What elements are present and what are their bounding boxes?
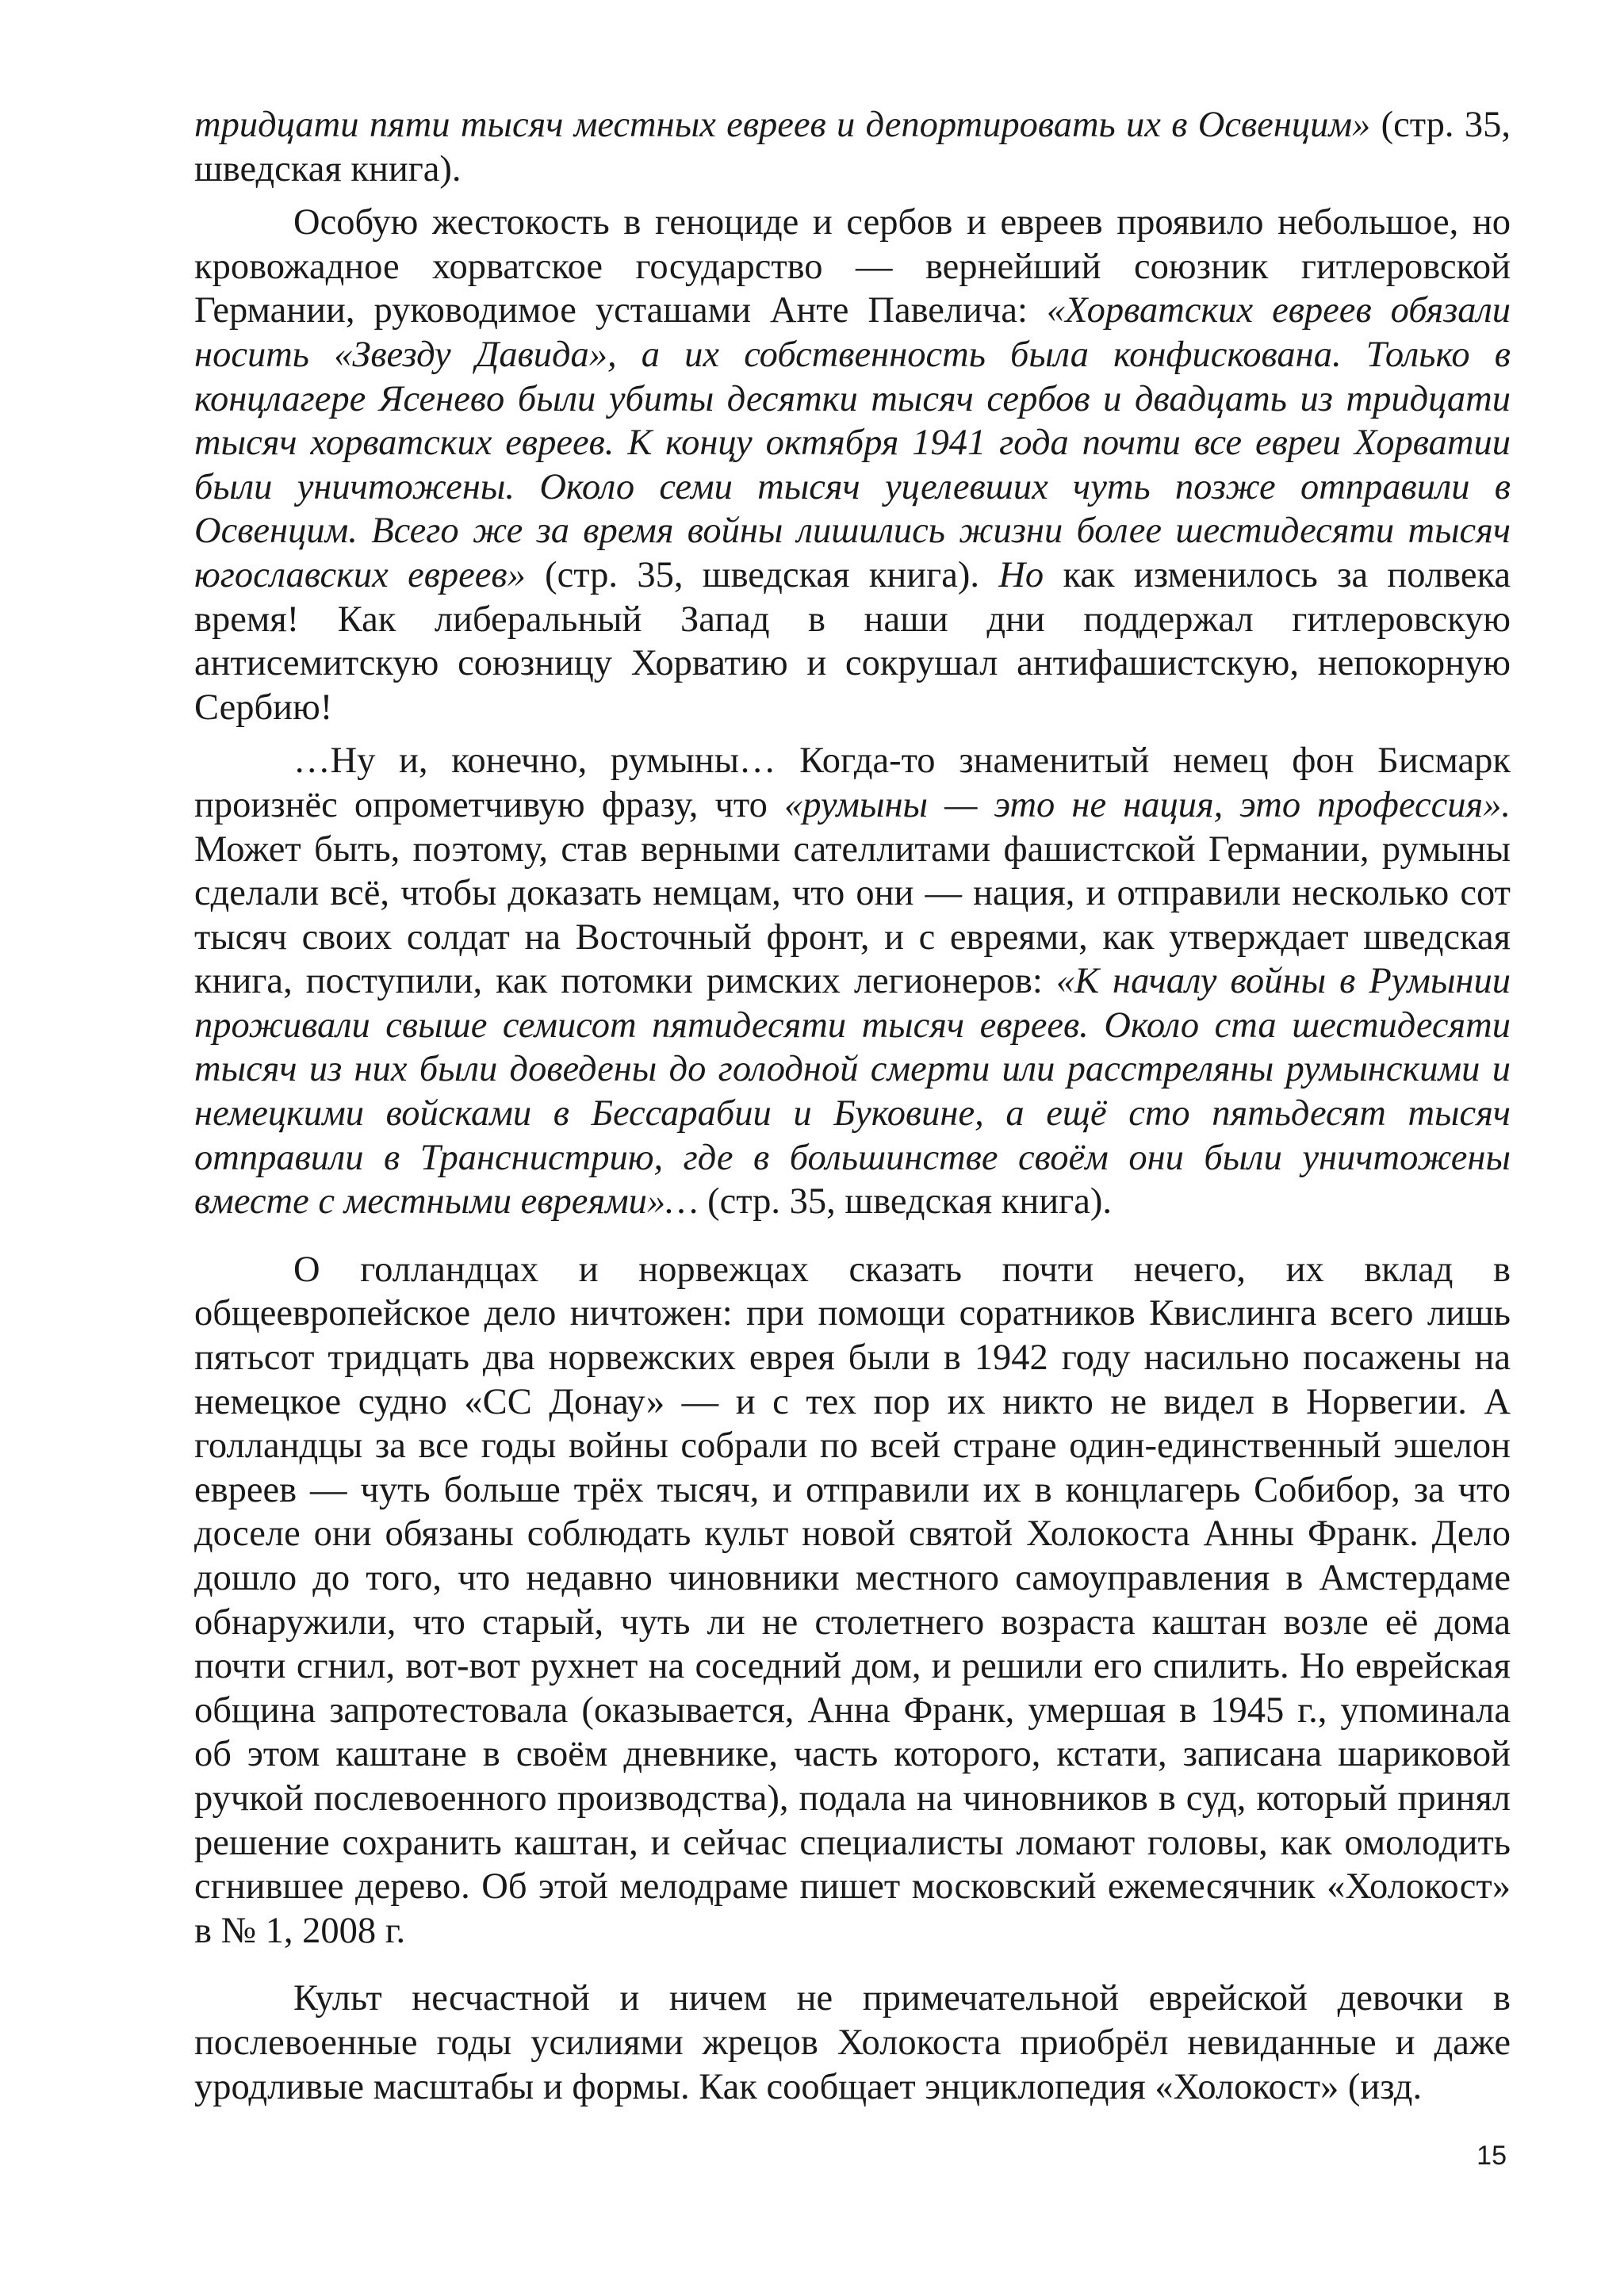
paragraph-4 [194, 1248, 1511, 1954]
paragraph-5 [194, 1976, 1511, 2109]
body-text: …Ну и, конечно, румыны… Когда-то знаменитый немец фон Бисмарк произнёс опрометчивую фразу, что [194, 740, 1511, 825]
body-text: (стр. 35, шведская книга). [698, 1181, 1112, 1223]
body-text: Может быть, поэтому, став верными сателлитами фашистской Германии, румыны сделали всё, чтобы доказать немцам, что они — нация, и отправили несколько сот тысяч своих солдат на Восточный фронт, и с евреями, как утверждает шведская книга, поступили, как потомки римских легионеров: [194, 828, 1511, 1002]
body-text: (стр. 35, шведская книга). [194, 105, 1511, 189]
body-text: Особую жестокость в геноциде и сербов и евреев проявило небольшое, но кровожадное хорватское государство — вернейший союзник гитлеровской Германии, руководимое усташами Анте Павелича: [194, 202, 1511, 331]
paragraph-2 [194, 201, 1511, 729]
paragraph-3 [194, 739, 1511, 1224]
paragraph-1 [194, 103, 1511, 191]
emphasis-text: Но [998, 554, 1044, 595]
quote-text: «К началу войны в Румынии проживали свыше семисот пятидесяти тысяч евреев. Около ста шестидесяти тысяч из них были доведены до голодной смерти или расстреляны румынскими и немецкими войсками в Бессарабии и Буковине, а ещё сто пятьдесят тысяч отправили в Транснистрию, где в большинстве своём они были уничтожены вместе с местными евреями»… [194, 961, 1511, 1223]
body-text: О голландцах и норвежцах сказать почти нечего, их вклад в общеевропейское дело ничтожен: при помощи соратников Квислинга всего лишь пятьсот тридцать два норвежских еврея были в 1942 году насильно посажены на немецкое судно «СС Донау» — и с тех пор их никто не видел в Норвегии. А голландцы за все годы войны собрали по всей стране один-единственный эшелон евреев — чуть больше трёх тысяч, и отправили их в концлагерь Собибор, за что доселе они обязаны соблюдать культ новой святой Холокоста Анны Франк. Дело дошло до того, что недавно чиновники местного самоуправления в Амстердаме обнаружили, что старый, чуть ли не столетнего возраста каштан возле её дома почти сгнил, вот-вот рухнет на соседний дом, и решили его спилить. Но еврейская община запротестовала (оказывается, Анна Франк, умершая в 1945 г., упоминала об этом каштане в своём дневнике, часть которого, кстати, записана шариковой ручкой послевоенного производства), подала на чиновников в суд, который принял решение сохранить каштан, и сейчас специалисты ломают головы, как омолодить сгнившее дерево. Об этой мелодраме пишет московский ежемесячник «Холокост» в № 1, 2008 г. [194, 1249, 1511, 1951]
quote-text: тридцати пяти тысяч местных евреев и депортировать их в Освенцим» [194, 105, 1371, 145]
quote-text: «Хорватских евреев обязали носить «Звезду Давида», а их собственность была конфискована. Только в концлагере Ясеневo были убиты десятки тысяч сербов и двадцать из тридцати тысяч хорватских евреев. К концу октября 1941 года почти все евреи Хорватии были уничтожены. Около семи тысяч уцелевших чуть позже отправили в Освенцим. Всего же за время войны лишились жизни более шестидесяти тысяч югославских евреев» [194, 290, 1511, 595]
body-text: Культ несчастной и ничем не примечательной еврейской девочки в послевоенные годы усилиями жрецов Холокоста приобрёл невиданные и даже уродливые масштабы и формы. Как сообщает энциклопедия «Холокост» (изд. [194, 1978, 1511, 2107]
body-text: как изменилось за полвека время! Как либеральный Запад в наши дни поддержал гитлеровскую антисемитскую союзницу Хорватию и сокрушал антифашистскую, непокорную Сербию! [194, 554, 1511, 728]
body-text: (стр. 35, шведская книга). [525, 554, 999, 595]
quote-text: «румыны — это не нация, это профессия». [783, 784, 1511, 825]
document-page [194, 103, 1511, 2118]
page-number: 15 [1477, 2141, 1507, 2171]
